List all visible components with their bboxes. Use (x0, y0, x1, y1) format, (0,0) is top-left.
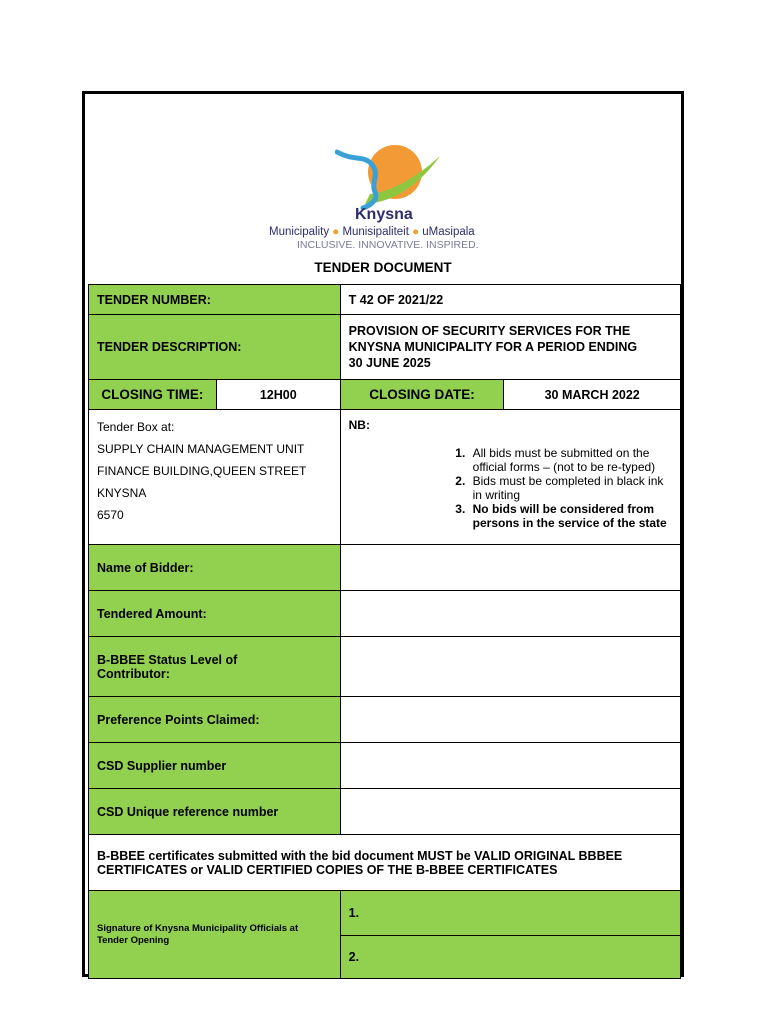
tender-document-frame (82, 91, 684, 977)
closing-date-value: 30 MARCH 2022 (504, 380, 681, 410)
nb-label: NB: (348, 418, 370, 432)
knysna-logo (85, 94, 681, 260)
tendered-amount-label: Tendered Amount: (89, 591, 341, 637)
bbbee-status-label: B-BBEE Status Level of Contributor: (89, 637, 341, 697)
list-item: 1. All bids must be submitted on the official forms – (not to be re-typed) (469, 446, 672, 474)
logo-tagline: Municipality ● Munisipaliteit ● uMasipala (269, 226, 475, 238)
tender-box-label: Tender Box at: (97, 420, 175, 434)
csd-supplier-number-field[interactable] (340, 743, 680, 789)
csd-unique-reference-field[interactable] (340, 789, 680, 835)
list-item: 2. Bids must be completed in black ink in writing (469, 474, 672, 502)
closing-date-label: CLOSING DATE: (340, 380, 504, 410)
name-of-bidder-field[interactable] (340, 545, 680, 591)
csd-unique-reference-label: CSD Unique reference number (89, 789, 341, 835)
bbbee-status-field[interactable] (340, 637, 680, 697)
tender-number-label: TENDER NUMBER: (89, 285, 341, 315)
signature-slot-2[interactable]: 2. (340, 936, 680, 979)
tender-box-address: Tender Box at: SUPPLY CHAIN MANAGEMENT UNIT FINANCE BUILDING,QUEEN STREET KNYSNA 6570 (89, 410, 341, 545)
closing-time-label: CLOSING TIME: (89, 380, 217, 410)
signature-label: Signature of Knysna Municipality Officials at Tender Opening (97, 922, 299, 946)
preference-points-field[interactable] (340, 697, 680, 743)
logo-brand-name: Knysna (355, 206, 413, 223)
tender-number-value: T 42 OF 2021/22 (340, 285, 680, 315)
document-title: TENDER DOCUMENT (314, 260, 452, 275)
logo-slogan: INCLUSIVE. INNOVATIVE. INSPIRED. (297, 239, 479, 251)
nb-notes (340, 410, 680, 545)
tender-description-value: PROVISION OF SECURITY SERVICES FOR THE KNYSNA MUNICIPALITY FOR A PERIOD ENDING 30 JUNE 2025 (340, 315, 680, 380)
preference-points-label: Preference Points Claimed: (89, 697, 341, 743)
closing-time-value: 12H00 (216, 380, 340, 410)
tendered-amount-field[interactable] (340, 591, 680, 637)
signature-slot-1[interactable]: 1. (340, 891, 680, 936)
signature-label-cell (89, 891, 341, 979)
list-item: 3. No bids will be considered from persons in the service of the state (469, 502, 672, 530)
name-of-bidder-label: Name of Bidder: (89, 545, 341, 591)
knysna-emblem-icon (335, 144, 445, 210)
bbbee-certificate-note: B-BBEE certificates submitted with the bid document MUST be VALID ORIGINAL BBBEE CERTIFICATES or VALID CERTIFIED COPIES OF THE B-BBEE CERTIFICATES (89, 835, 681, 891)
nb-list (349, 446, 672, 530)
tender-description-label: TENDER DESCRIPTION: (89, 315, 341, 380)
tender-details-table (88, 284, 681, 979)
csd-supplier-number-label: CSD Supplier number (89, 743, 341, 789)
